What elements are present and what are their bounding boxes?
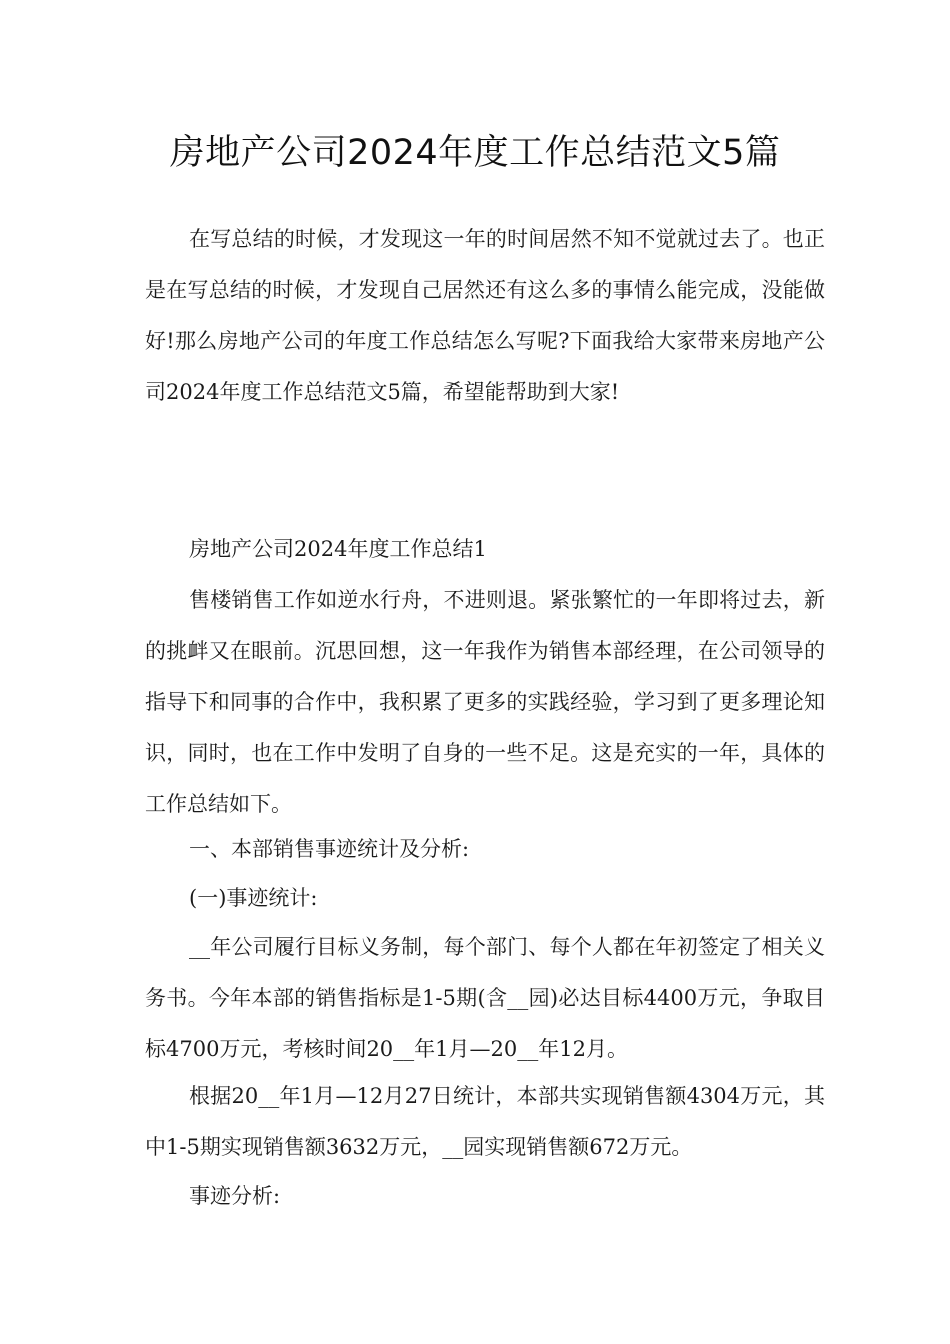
subheading-3: 事迹分析: [189, 1184, 281, 1208]
document-title: 房地产公司2024年度工作总结范文5篇 [169, 133, 781, 173]
body-paragraph-2: __年公司履行目标义务制，每个部门、每个人都在年初签定了相关义务书。今年本部的销售指标是1-5期(含__园)必达目标4400万元，争取目标4700万元，考核时间20__年1月—20__年12月。 [145, 935, 825, 1061]
body-paragraph-1: 售楼销售工作如逆水行舟，不进则退。紧张繁忙的一年即将过去，新的挑衅又在眼前。沉思回想，这一年我作为销售本部经理，在公司领导的指导下和同事的合作中，我积累了更多的实践经验，学习到了更多理论知识，同时，也在工作中发明了自身的一些不足。这是充实的一年，具体的工作总结如下。 [145, 588, 825, 816]
intro-paragraph: 在写总结的时候，才发现这一年的时间居然不知不觉就过去了。也正是在写总结的时候，才发现自己居然还有这么多的事情么能完成，没能做好!那么房地产公司的年度工作总结怎么写呢?下面我给大家带来房地产公司2024年度工作总结范文5篇，希望能帮助到大家! [145, 227, 825, 404]
subheading-2: (一)事迹统计: [189, 886, 318, 910]
section-heading: 房地产公司2024年度工作总结1 [189, 537, 487, 561]
subheading-1: 一、本部销售事迹统计及分析: [189, 837, 470, 861]
body-paragraph-3: 根据20__年1月—12月27日统计，本部共实现销售额4304万元，其中1-5期实现销售额3632万元，__园实现销售额672万元。 [145, 1084, 825, 1159]
